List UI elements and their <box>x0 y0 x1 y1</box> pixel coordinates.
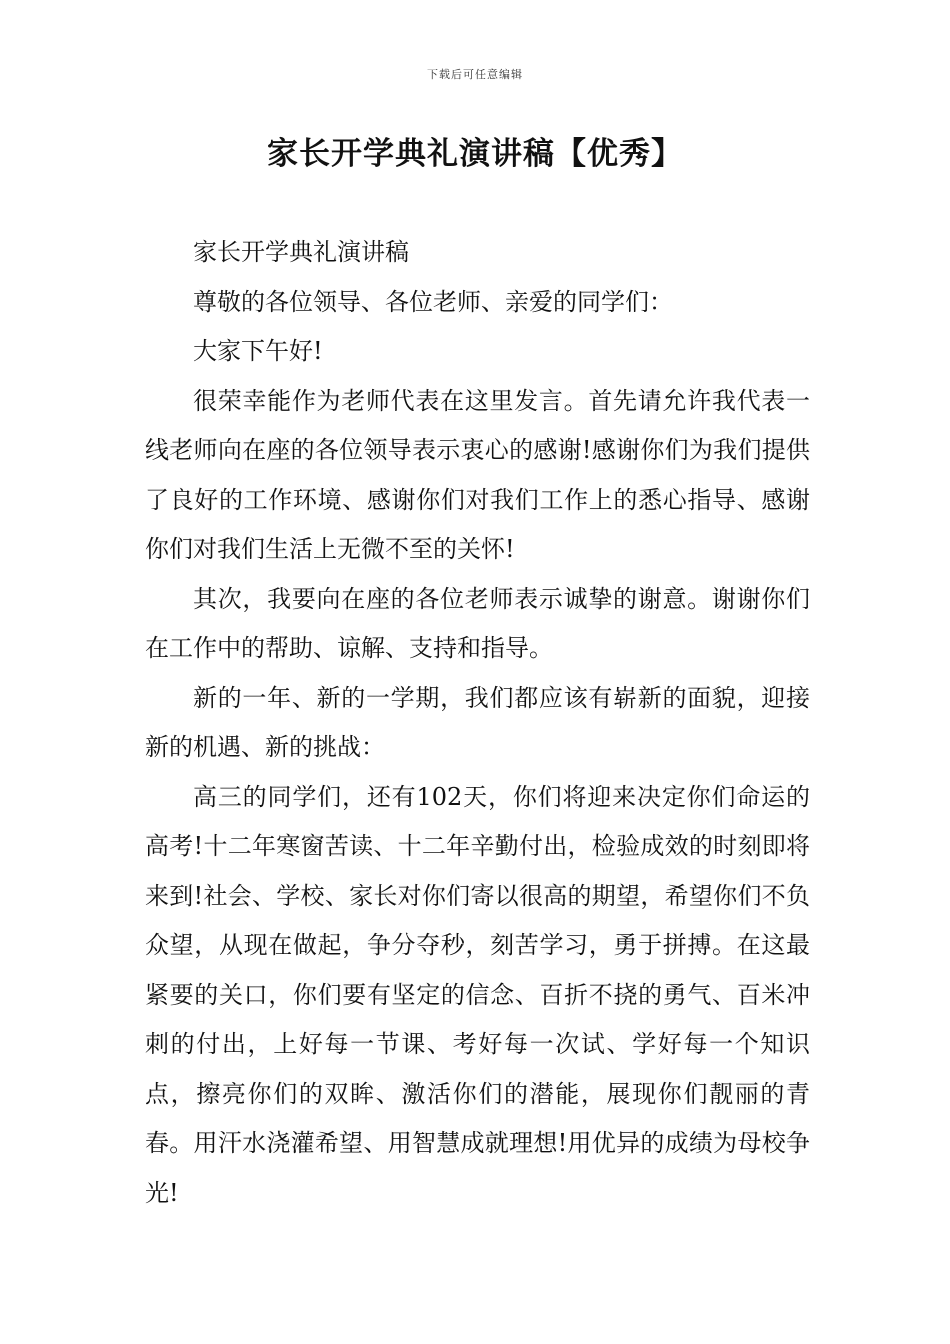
document-title: 家长开学典礼演讲稿【优秀】 <box>267 136 683 172</box>
paragraph-subtitle: 家长开学典礼演讲稿 <box>193 238 409 266</box>
paragraph-salutation: 尊敬的各位领导、各位老师、亲爱的同学们： <box>193 287 673 316</box>
paragraph-thanks-leaders: 很荣幸能作为老师代表在这里发言。首先请允许我代表一线老师向在座的各位领导表示衷心的感谢!感谢你们为我们提供了良好的工作环境、感谢你们对我们工作上的悉心指导、感谢你们对我们生活上无微不至的关怀! <box>145 386 810 563</box>
paragraph-new-year: 新的一年、新的一学期，我们都应该有崭新的面貌，迎接新的机遇、新的挑战： <box>145 683 810 761</box>
paragraph-thanks-teachers: 其次，我要向在座的各位老师表示诚挚的谢意。谢谢你们在工作中的帮助、谅解、支持和指导。 <box>145 584 810 662</box>
paragraph-senior-students: 高三的同学们，还有102天，你们将迎来决定你们命运的高考!十二年寒窗苦读、十二年辛勤付出，检验成效的时刻即将来到!社会、学校、家长对你们寄以很高的期望，希望你们不负众望，从现在做起，争分夺秒，刻苦学习，勇于拼搏。在这最紧要的关口，你们要有坚定的信念、百折不挠的勇气、百米冲刺的付出，上好每一节课、考好每一次试、学好每一个知识点，擦亮你们的双眸、激活你们的潜能，展现你们靓丽的青春。用汗水浇灌希望、用智慧成就理想!用优异的成绩为母校争光! <box>145 782 810 1207</box>
document-body <box>145 228 810 1218</box>
paragraph-greeting: 大家下午好! <box>193 337 323 365</box>
header-note: 下载后可任意编辑 <box>427 68 523 81</box>
